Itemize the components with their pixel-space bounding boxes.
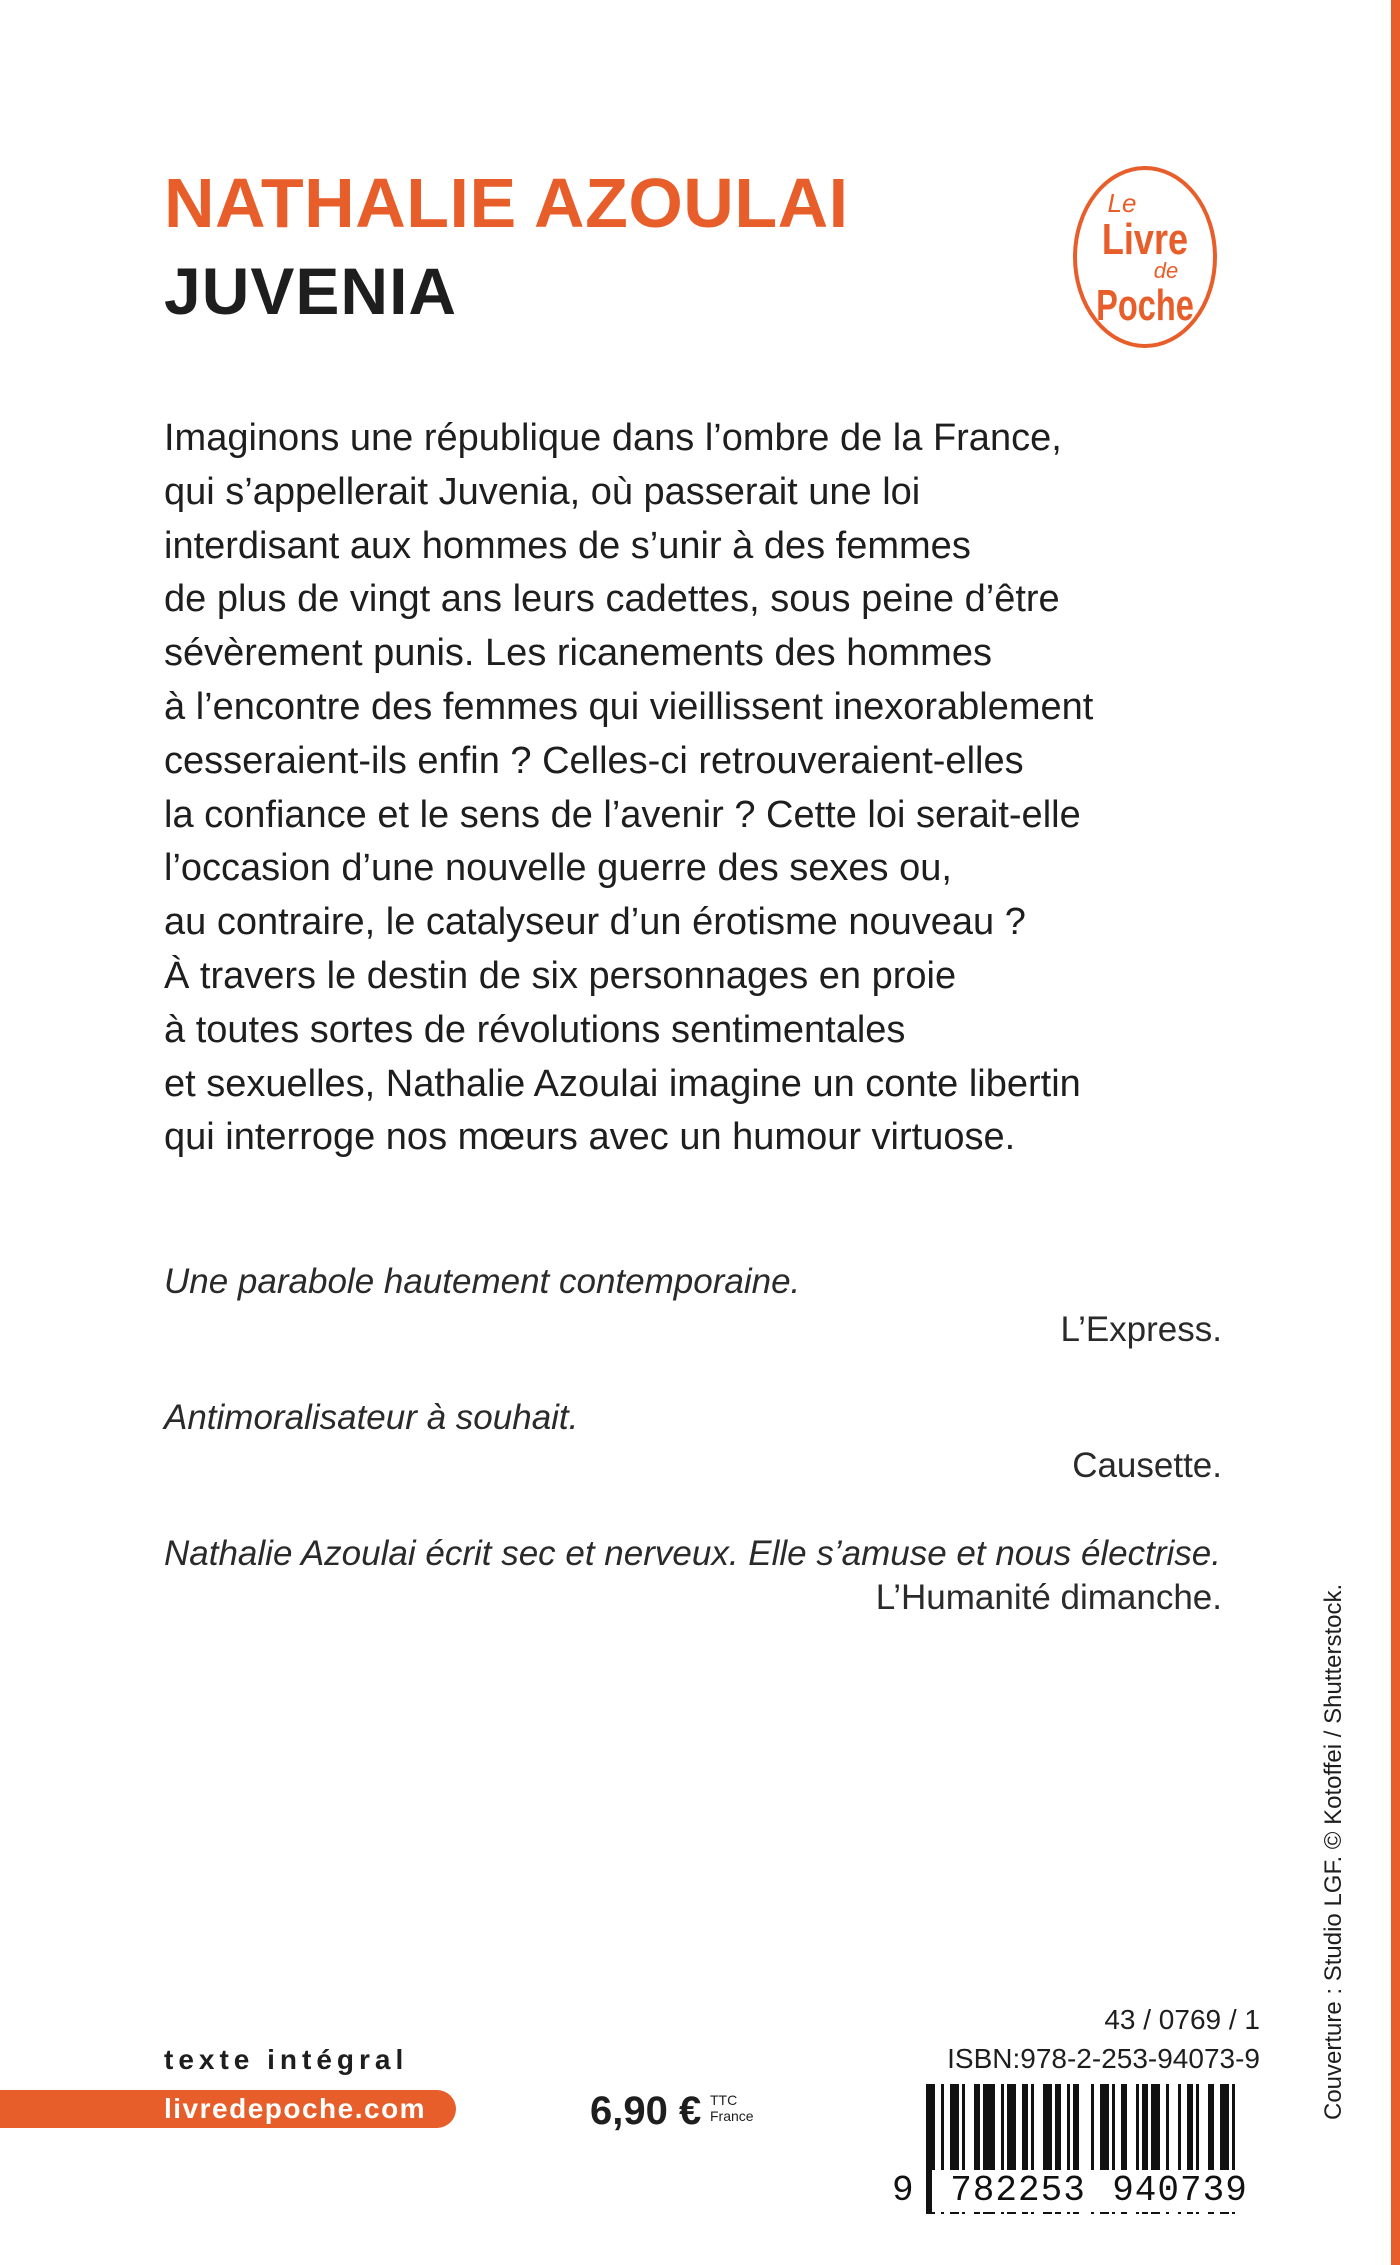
price-tax-label: TTC [710, 2092, 738, 2108]
blurb-line: cesseraient-ils enfin ? Celles-ci retrouveraient-elles [164, 739, 1024, 782]
quote-text: Nathalie Azoulai écrit sec et nerveux. Elle s’amuse et nous électrise. [164, 1534, 1221, 1573]
blurb-line: l’occasion d’une nouvelle guerre des sexes ou, [164, 847, 952, 890]
blurb-line: la confiance et le sens de l’avenir ? Cette loi serait-elle [164, 793, 1081, 836]
logo-le: Le [1107, 188, 1137, 218]
press-quote [164, 1396, 1222, 1532]
blurb-line: qui s’appellerait Juvenia, où passerait une loi [164, 470, 921, 513]
price-country-label: France [710, 2108, 754, 2124]
blurb-line: à l’encontre des femmes qui vieillissent inexorablement [164, 685, 1094, 728]
blurb-line: de plus de vingt ans leurs cadettes, sous peine d’être [164, 578, 1060, 621]
press-quotes [164, 1260, 1222, 1668]
blurb-line: au contraire, le catalyseur d’un érotisme nouveau ? [164, 901, 1026, 944]
website-banner [0, 2090, 456, 2128]
press-quote [164, 1260, 1222, 1396]
blurb-line: qui interroge nos mœurs avec un humour virtuose. [164, 1116, 1016, 1159]
blurb-line: À travers le destin de six personnages en proie [164, 954, 957, 997]
cover-credit-wrapper [1316, 1583, 1352, 2120]
logo-de: de [1153, 258, 1179, 283]
blurb [164, 412, 1254, 1165]
le-livre-de-poche-logo [1070, 162, 1220, 352]
book-title: JUVENIA [164, 254, 458, 328]
quote-source: L’Humanité dimanche. [875, 1578, 1222, 1617]
blurb-line: Imaginons une république dans l’ombre de la France, [164, 417, 1062, 459]
price-value: 6,90 € [590, 2089, 702, 2133]
blurb-line: sévèrement punis. Les ricanements des hommes [164, 632, 992, 675]
blurb-line: et sexuelles, Nathalie Azoulai imagine un conte libertin [164, 1062, 1081, 1105]
quote-text: Antimoralisateur à souhait. [164, 1398, 579, 1437]
isbn: ISBN:978-2-253-94073-9 [947, 2043, 1260, 2074]
texte-integral-label: texte intégral [164, 2044, 409, 2075]
barcode-right-digits: 940739 [1098, 2170, 1262, 2212]
orange-edge-strip [1391, 0, 1400, 2265]
barcode-left-digits: 782253 [932, 2170, 1104, 2212]
blurb-line: à toutes sortes de révolutions sentimentales [164, 1008, 906, 1051]
logo-livre: Livre [1101, 214, 1189, 264]
author-name: NATHALIE AZOULAI [164, 164, 849, 242]
quote-text: Une parabole hautement contemporaine. [164, 1262, 801, 1301]
press-quote [164, 1532, 1222, 1668]
website-link[interactable]: livredepoche.com [164, 2093, 427, 2124]
quote-source: Causette. [1072, 1446, 1222, 1485]
reference-number: 43 / 0769 / 1 [1104, 2004, 1260, 2035]
logo-poche: Poche [1096, 281, 1194, 331]
quote-source: L’Express. [1060, 1310, 1222, 1349]
blurb-line: interdisant aux hommes de s’unir à des femmes [164, 524, 971, 567]
cover-credit: Couverture : Studio LGF. © Kotoffei / Shutterstock. [1320, 1583, 1347, 2120]
barcode-first-digit: 9 [892, 2170, 914, 2211]
